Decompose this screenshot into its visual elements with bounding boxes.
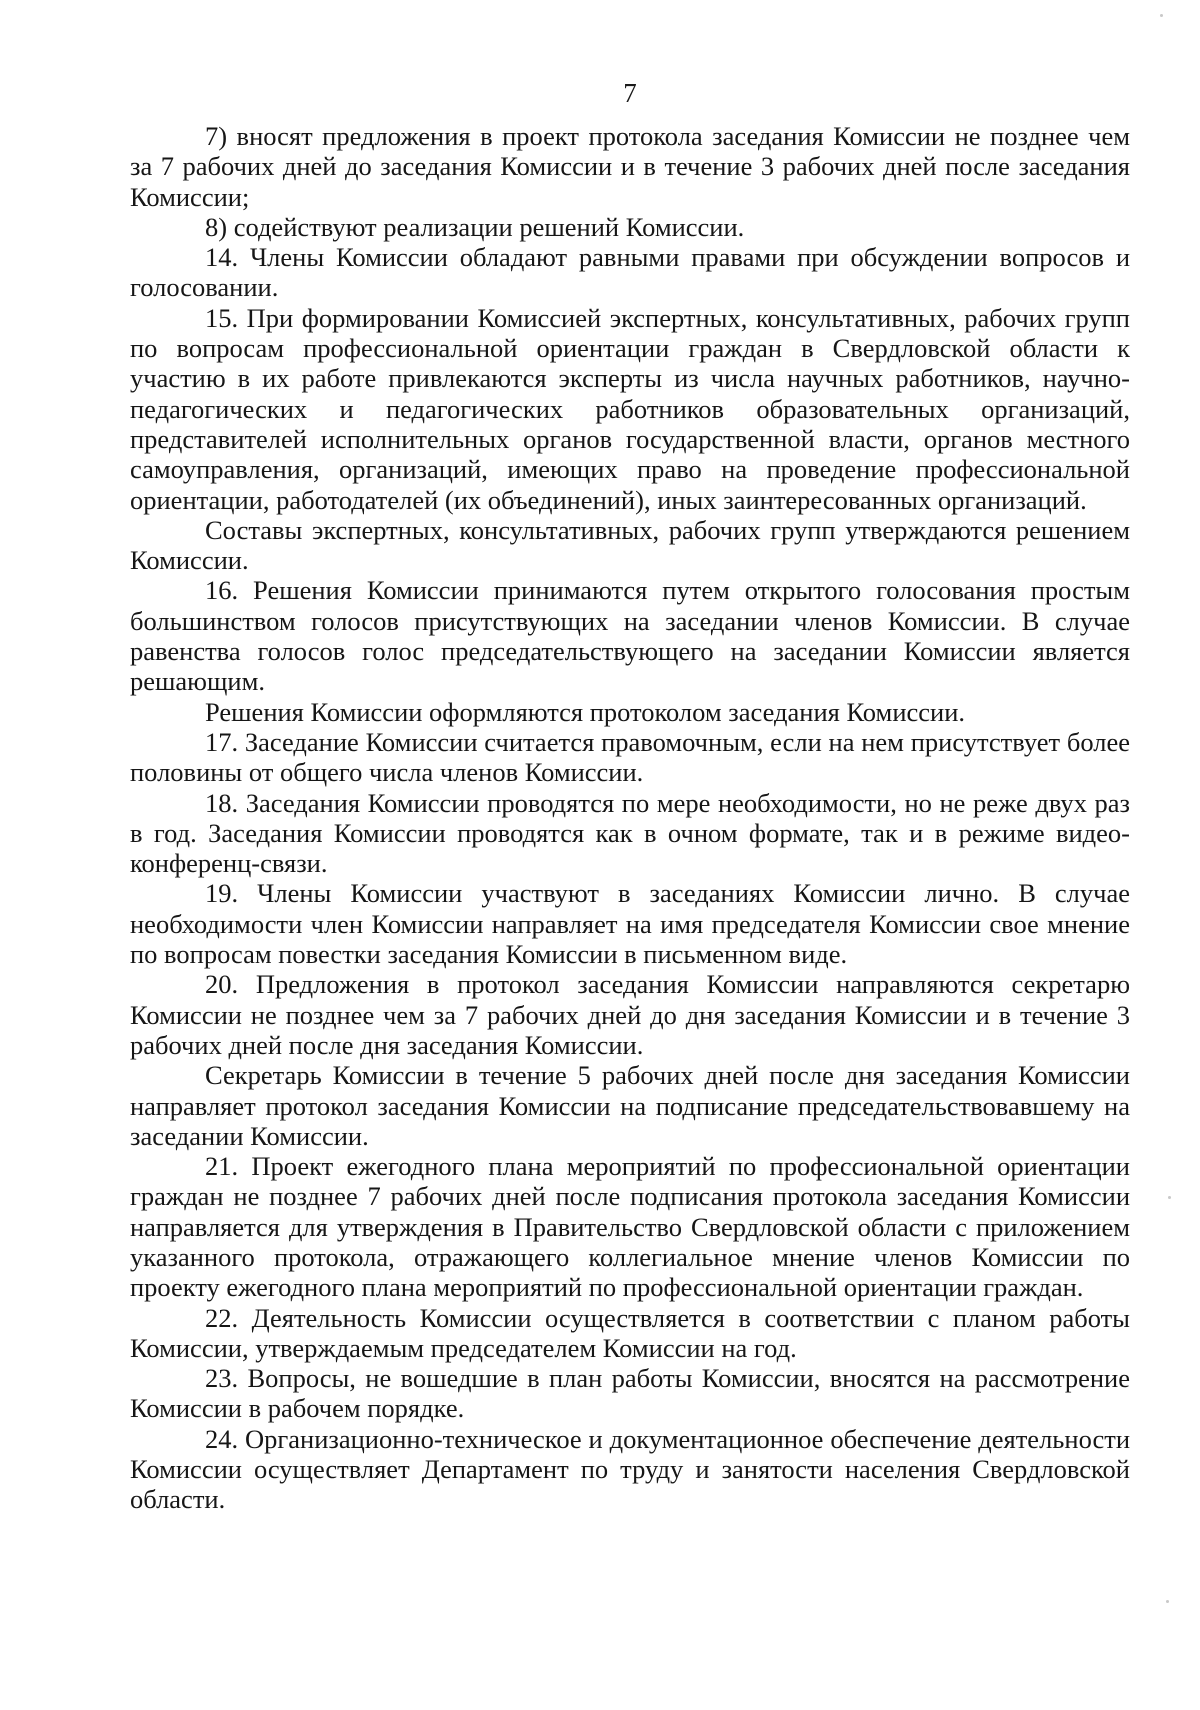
paragraph-20-secretary: Секретарь Комиссии в течение 5 рабочих дней после дня заседания Комиссии направляет протокол заседания Комиссии на подписание председательствовавшему на заседании Комиссии.	[130, 1060, 1130, 1151]
page-number: 7	[623, 78, 637, 108]
paragraph-24: 24. Организационно-техническое и документационное обеспечение деятельности Комиссии осуществляет Департамент по труду и занятости населения Свердловской области.	[130, 1423, 1130, 1515]
scan-speck	[1166, 1600, 1169, 1603]
paragraph-16: 16. Решения Комиссии принимаются путем открытого голосования простым большинством голосов присутствующих на заседании членов Комиссии. В случае равенства голосов голос председательствующего на заседании Комиссии является решающим.	[130, 575, 1130, 697]
paragraph-item-7: 7) вносят предложения в проект протокола заседания Комиссии не позднее чем за 7 рабочих дней до заседания Комиссии и в течение 3 рабочих дней после заседания Комиссии;	[130, 121, 1130, 212]
paragraph-21: 21. Проект ежегодного плана мероприятий по профессиональной ориентации граждан не позднее 7 рабочих дней после подписания протокола заседания Комиссии направляется для утверждения в Правительство Свердловской области с приложением указанного протокола, отражающего коллегиальное мнение членов Комиссии по проекту ежегодного плана мероприятий по профессиональной ориентации граждан.	[130, 1151, 1130, 1303]
paragraph-19: 19. Члены Комиссии участвуют в заседаниях Комиссии лично. В случае необходимости член Комиссии направляет на имя председателя Комиссии свое мнение по вопросам повестки заседания Комиссии в письменном виде.	[130, 878, 1130, 970]
paragraph-item-8: 8) содействуют реализации решений Комиссии.	[205, 211, 745, 242]
paragraph-20: 20. Предложения в протокол заседания Комиссии направляются секретарю Комиссии не позднее чем за 7 рабочих дней до дня заседания Комиссии и в течение 3 рабочих дней после дня заседания Комиссии.	[130, 969, 1130, 1060]
paragraph-22: 22. Деятельность Комиссии осуществляется в соответствии с планом работы Комиссии, утверждаемым председателем Комиссии на год.	[130, 1302, 1130, 1363]
scan-speck	[1168, 1196, 1171, 1199]
paragraph-23: 23. Вопросы, не вошедшие в план работы Комиссии, вносятся на рассмотрение Комиссии в рабочем порядке.	[130, 1363, 1130, 1424]
paragraph-17: 17. Заседание Комиссии считается правомочным, если на нем присутствует более половины от общего числа членов Комиссии.	[130, 726, 1130, 788]
document-body	[130, 121, 1130, 1515]
paragraph-15-working-groups: Составы экспертных, консультативных, рабочих групп утверждаются решением Комиссии.	[130, 514, 1130, 576]
paragraph-14: 14. Члены Комиссии обладают равными правами при обсуждении вопросов и голосовании.	[130, 242, 1130, 303]
paragraph-18: 18. Заседания Комиссии проводятся по мере необходимости, но не реже двух раз в год. Заседания Комиссии проводятся как в очном формате, так и в режиме видео-конференц-связи.	[130, 787, 1130, 879]
paragraph-15: 15. При формировании Комиссией экспертных, консультативных, рабочих групп по вопросам профессиональной ориентации граждан в Свердловской области к участию в их работе привлекаются эксперты из числа научных работников, научно-педагогических и педагогических работников образовательных организаций, представителей исполнительных органов государственной власти, органов местного самоуправления, организаций, имеющих право на проведение профессиональной ориентации, работодателей (их объединений), иных заинтересованных организаций.	[130, 302, 1130, 515]
scan-speck	[1160, 14, 1163, 17]
paragraph-16-decisions: Решения Комиссии оформляются протоколом заседания Комиссии.	[205, 696, 966, 727]
